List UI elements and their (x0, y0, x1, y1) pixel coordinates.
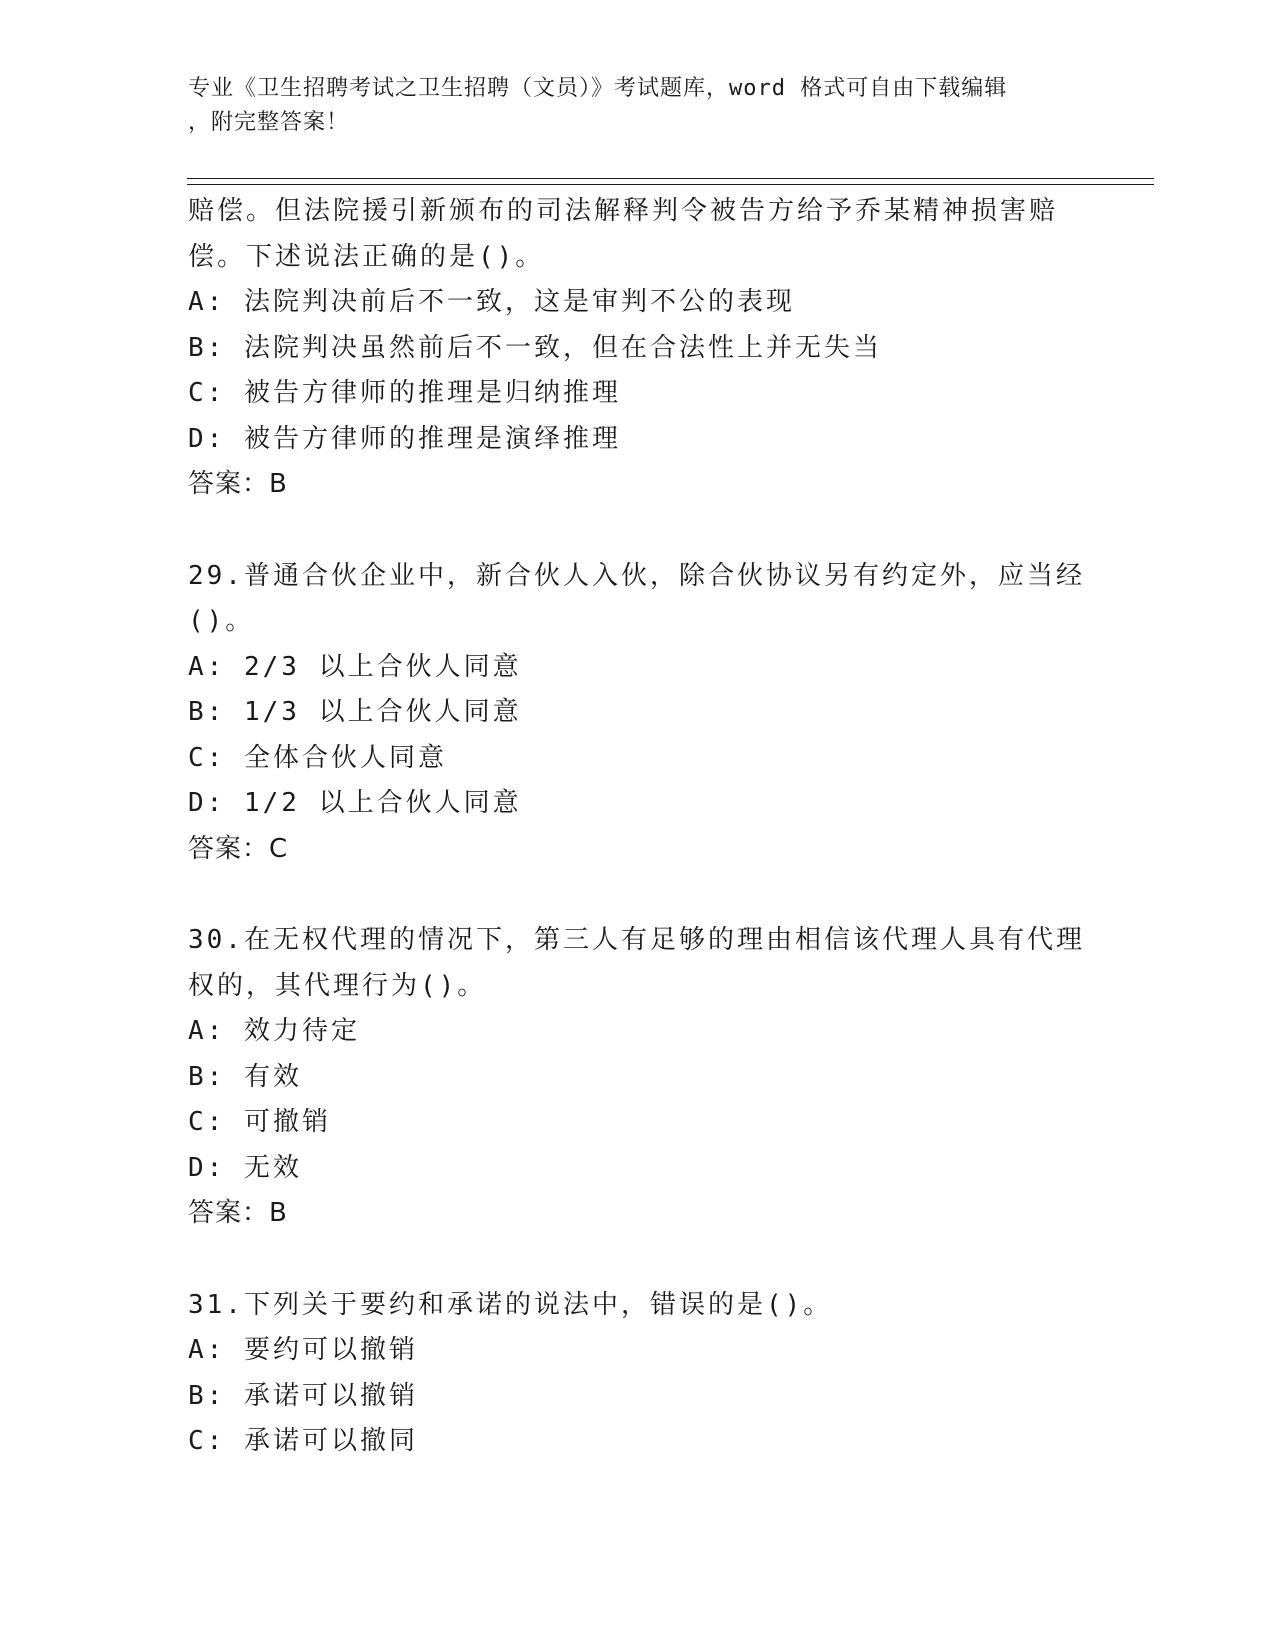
question-stem-line: 赔偿。但法院援引新颁布的司法解释判令被告方给予乔某精神损害赔 (188, 196, 1059, 226)
document-header (188, 72, 1088, 140)
header-line-2: ，附完整答案！ (188, 110, 350, 135)
option-d: D: 无效 (188, 1152, 302, 1183)
question-31 (188, 1283, 1088, 1465)
option-a: A: 要约可以撤销 (188, 1335, 418, 1365)
question-spacer (188, 508, 1088, 554)
question-stem-line: ()。 (188, 606, 255, 636)
document-body (188, 189, 1088, 1465)
question-stem-line: 30.在无权代理的情况下，第三人有足够的理由相信该代理人具有代理 (188, 925, 1085, 955)
option-b: B: 有效 (188, 1061, 302, 1092)
option-c: C: 可撤销 (188, 1107, 331, 1137)
option-b: B: 承诺可以撤销 (188, 1380, 418, 1411)
question-spacer (188, 1237, 1088, 1283)
header-line-1: 专业《卫生招聘考试之卫生招聘（文员）》考试题库，word 格式可自由下载编辑 (188, 76, 1008, 101)
option-a: A: 效力待定 (188, 1016, 360, 1046)
option-b: B: 1/3 以上合伙人同意 (188, 697, 522, 727)
question-stem-line: 29.普通合伙企业中，新合伙人入伙，除合伙协议另有约定外，应当经 (188, 560, 1085, 591)
question-30 (188, 918, 1088, 1237)
option-c: C: 承诺可以撤同 (188, 1426, 418, 1456)
answer-label: 答案：B (188, 1198, 288, 1228)
answer-label: 答案：B (188, 469, 288, 499)
question-29 (188, 554, 1088, 873)
option-c: C: 被告方律师的推理是归纳推理 (188, 378, 621, 408)
header-divider-bottom (187, 184, 1154, 185)
option-a: A: 2/3 以上合伙人同意 (188, 651, 522, 682)
option-d: D: 1/2 以上合伙人同意 (188, 788, 522, 818)
option-a: A: 法院判决前后不一致，这是审判不公的表现 (188, 287, 795, 317)
answer-label: 答案：C (188, 833, 289, 864)
header-divider-top (187, 178, 1154, 179)
option-b: B: 法院判决虽然前后不一致，但在合法性上并无失当 (188, 332, 882, 363)
question-stem-line: 偿。下述说法正确的是()。 (188, 241, 545, 272)
option-c: C: 全体合伙人同意 (188, 742, 447, 773)
option-d: D: 被告方律师的推理是演绎推理 (188, 423, 621, 454)
question-stem-line: 31.下列关于要约和承诺的说法中，错误的是()。 (188, 1289, 833, 1320)
question-28 (188, 189, 1088, 508)
question-stem-line: 权的，其代理行为()。 (188, 970, 487, 1001)
question-spacer (188, 872, 1088, 918)
